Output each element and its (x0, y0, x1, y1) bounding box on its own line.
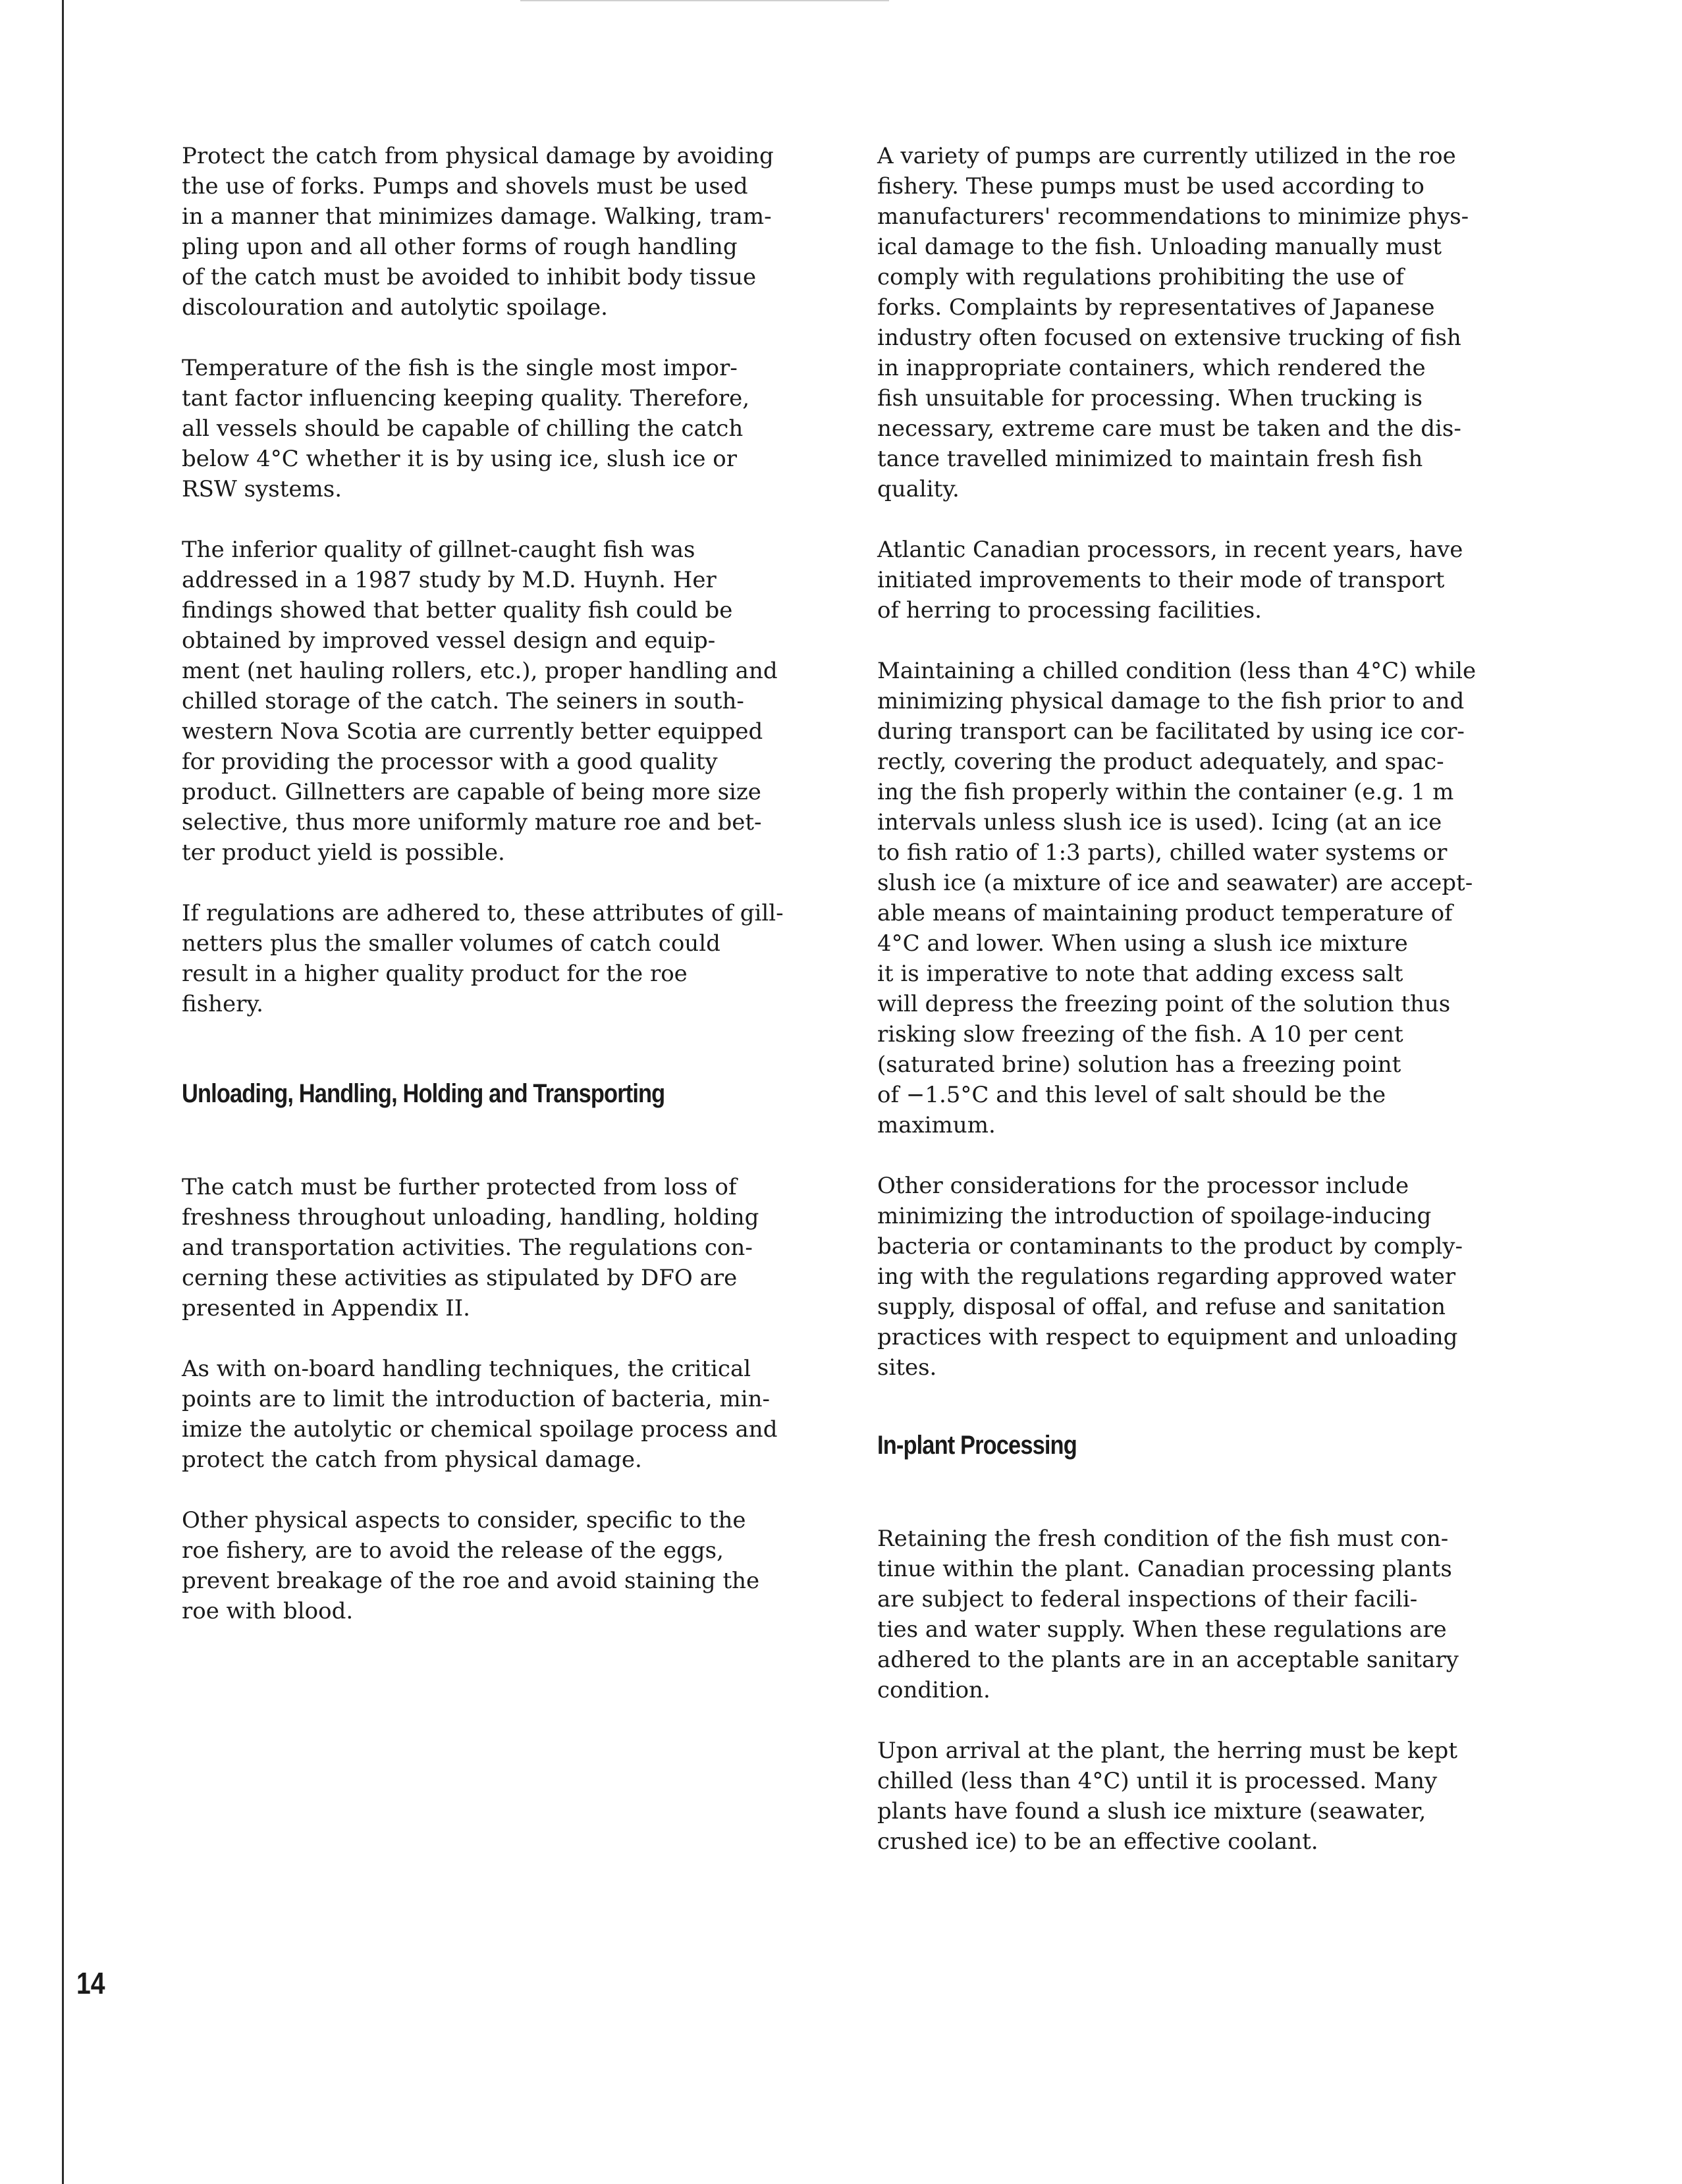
paragraph: Atlantic Canadian processors, in recent years, have initiated improvements to their mode of transport of herring to processing facilities. (877, 537, 1463, 624)
paragraph: If regulations are adhered to, these attributes of gill- netters plus the smaller volumes of catch could result in a higher quality product for the roe fishery. (182, 900, 784, 1017)
paragraph: Protect the catch from physical damage by avoiding the use of forks. Pumps and shovels must be used in a manner that minimizes damage. Walking, tram- pling upon and all other forms of rough handling of the catch must be avoided to inhibit body tissue discolouration and autolytic spoilage. (182, 143, 774, 321)
top-rule (520, 0, 889, 1)
paragraph: Temperature of the fish is the single most impor- tant factor influencing keeping quality. Therefore, all vessels should be capable of chilling the catch below 4°C whether it is by using ice, slush ice or RSW systems. (182, 355, 750, 502)
right-column (877, 141, 1549, 1887)
section-heading-in-plant: In-plant Processing (877, 1431, 1077, 1460)
paragraph: The catch must be further protected from loss of freshness throughout unloading, handling, holding and transportation activities. The regulations con- cerning these activities as stipulated by DFO are presented in Appendix II. (182, 1174, 759, 1321)
binding-line (62, 0, 64, 2184)
paragraph: As with on-board handling techniques, the critical points are to limit the introduction of bacteria, min- imize the autolytic or chemical spoilage process and protect the catch from physical damage. (182, 1356, 778, 1473)
paragraph: A variety of pumps are currently utilized in the roe fishery. These pumps must be used according to manufacturers' recommendations to minimize phys- ical damage to the fish. Unloading manually must comply with regulations prohibiting the use of forks. Complaints by representatives of Japanese industry often focused on extensive trucking of fish in inappropriate containers, which rendered the fish unsuitable for processing. When trucking is necessary, extreme care must be taken and the dis- tance travelled minimized to maintain fresh fish quality. (877, 143, 1469, 502)
paragraph: Retaining the fresh condition of the fish must con- tinue within the plant. Canadian processing plants are subject to federal inspections of their facili- ties and water supply. When these regulations are adhered to the plants are in an acceptable sanitary condition. (877, 1526, 1459, 1703)
paragraph: Other physical aspects to consider, specific to the roe fishery, are to avoid the release of the eggs, prevent breakage of the roe and avoid staining the roe with blood. (182, 1507, 760, 1624)
paragraph: The inferior quality of gillnet-caught fish was addressed in a 1987 study by M.D. Huynh. Her findings showed that better quality fish could be obtained by improved vessel design and equip- ment (net hauling rollers, etc.), proper handling and chilled storage of the catch. The seiners in south- western Nova Scotia are currently better equipped for providing the processor with a good quality product. Gillnetters are capable of being more size selective, thus more uniformly mature roe and bet- ter product yield is possible. (182, 537, 778, 866)
paragraph: Other considerations for the processor include minimizing the introduction of spoilage-inducing bacteria or contaminants to the product by comply- ing with the regulations regarding approved water supply, disposal of offal, and refuse and sanitation practices with respect to equipment and unloading sites. (877, 1173, 1463, 1381)
section-heading-unloading: Unloading, Handling, Holding and Transporting (182, 1079, 665, 1108)
left-column (182, 141, 850, 1657)
paragraph: Upon arrival at the plant, the herring must be kept chilled (less than 4°C) until it is processed. Many plants have found a slush ice mixture (seawater, crushed ice) to be an effective coolant. (877, 1738, 1457, 1855)
page-number: 14 (76, 1966, 105, 2000)
paragraph: Maintaining a chilled condition (less than 4°C) while minimizing physical damage to the fish prior to and during transport can be facilitated by using ice cor- rectly, covering the product adequately, and spac- ing the fish properly within the container (e.g. 1 m intervals unless slush ice is used). Icing (at an ice to fish ratio of 1:3 parts), chilled water systems or slush ice (a mixture of ice and seawater) are accept- able means of maintaining product temperature of 4°C and lower. When using a slush ice mixture it is imperative to note that adding excess salt will depress the freezing point of the solution thus risking slow freezing of the fish. A 10 per cent (saturated brine) solution has a freezing point of −1.5°C and this level of salt should be the maximum. (877, 658, 1477, 1138)
